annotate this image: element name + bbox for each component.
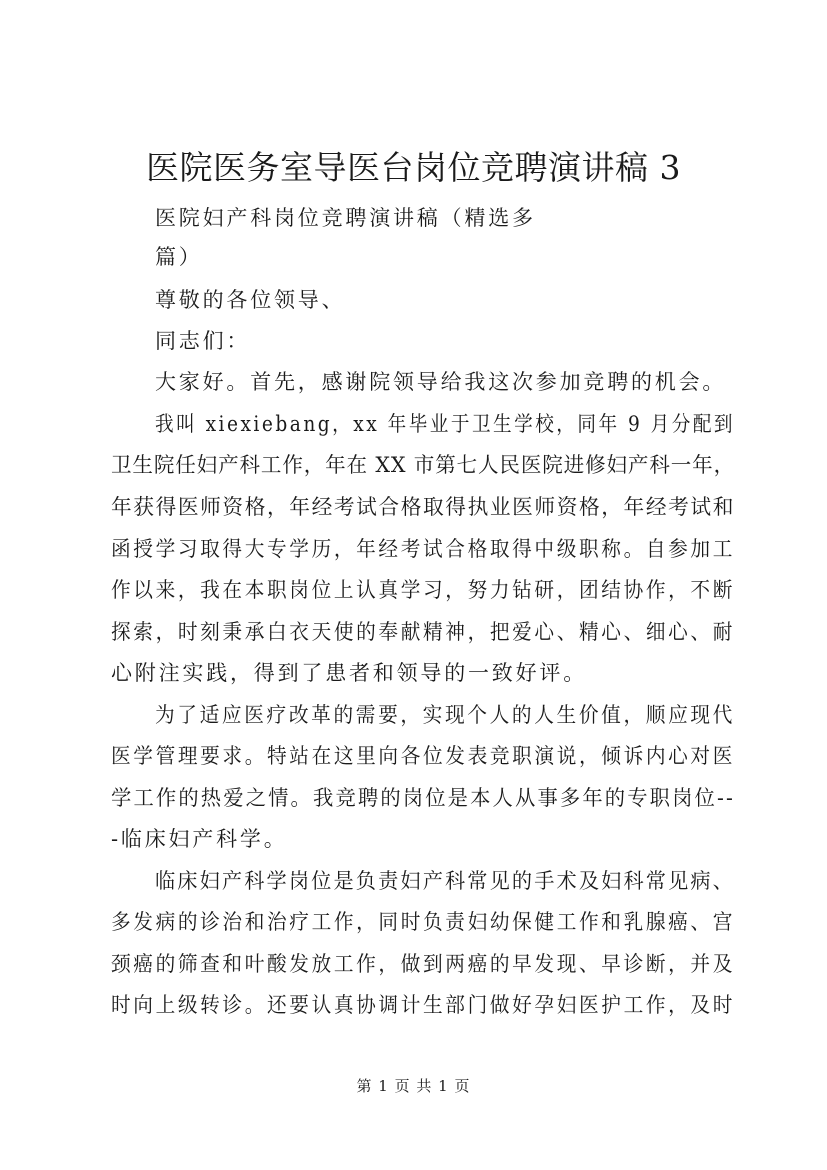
body-line: 临床妇产科学岗位是负责妇产科常见的手术及妇科常见病、: [155, 869, 735, 893]
document-title: 医院医务室导医台岗位竞聘演讲稿 3: [146, 148, 681, 187]
page-footer: 第 1 页 共 1 页: [356, 1077, 471, 1095]
body-line: 作以来，我在本职岗位上认真学习，努力钻研，团结协作，不断: [111, 578, 735, 602]
body-line: 大家好。首先，感谢院领导给我这次参加竞聘的机会。: [155, 370, 727, 394]
body-line: 心附注实践，得到了患者和领导的一致好评。: [111, 661, 587, 685]
body-line: 多发病的诊治和治疗工作，同时负责妇幼保健工作和乳腺癌、宫: [111, 910, 735, 934]
body-line: 同志们：: [155, 329, 251, 353]
body-line: 学工作的热爱之情。我竞聘的岗位是本人从事多年的专职岗位--: [111, 786, 735, 810]
body-line: 年获得医师资格，年经考试合格取得执业医师资格，年经考试和: [111, 495, 735, 519]
body-line: 卫生院任妇产科工作，年在 XX 市第七人民医院进修妇产科一年，: [111, 453, 735, 477]
body-line: 篇）: [155, 245, 203, 269]
body-line: 探索，时刻秉承白衣天使的奉献精神，把爱心、精心、细心、耐: [111, 620, 735, 644]
body-line: 尊敬的各位领导、: [155, 288, 346, 312]
body-line: 医院妇产科岗位竞聘演讲稿（精选多: [155, 206, 536, 230]
body-line: 颈癌的筛查和叶酸发放工作，做到两癌的早发现、早诊断，并及: [111, 952, 735, 976]
body-line: 医学管理要求。特站在这里向各位发表竞职演说，倾诉内心对医: [111, 744, 735, 768]
body-line: 为了适应医疗改革的需要，实现个人的人生价值，顺应现代: [155, 703, 735, 727]
body-line: 函授学习取得大专学历，年经考试合格取得中级职称。自参加工: [111, 537, 735, 561]
body-line: 时向上级转诊。还要认真协调计生部门做好孕妇医护工作，及时: [111, 993, 735, 1017]
body-line: 我叫 xiexiebang，xx 年毕业于卫生学校，同年 9 月分配到: [155, 412, 735, 436]
body-line: -临床妇产科学。: [111, 827, 288, 851]
